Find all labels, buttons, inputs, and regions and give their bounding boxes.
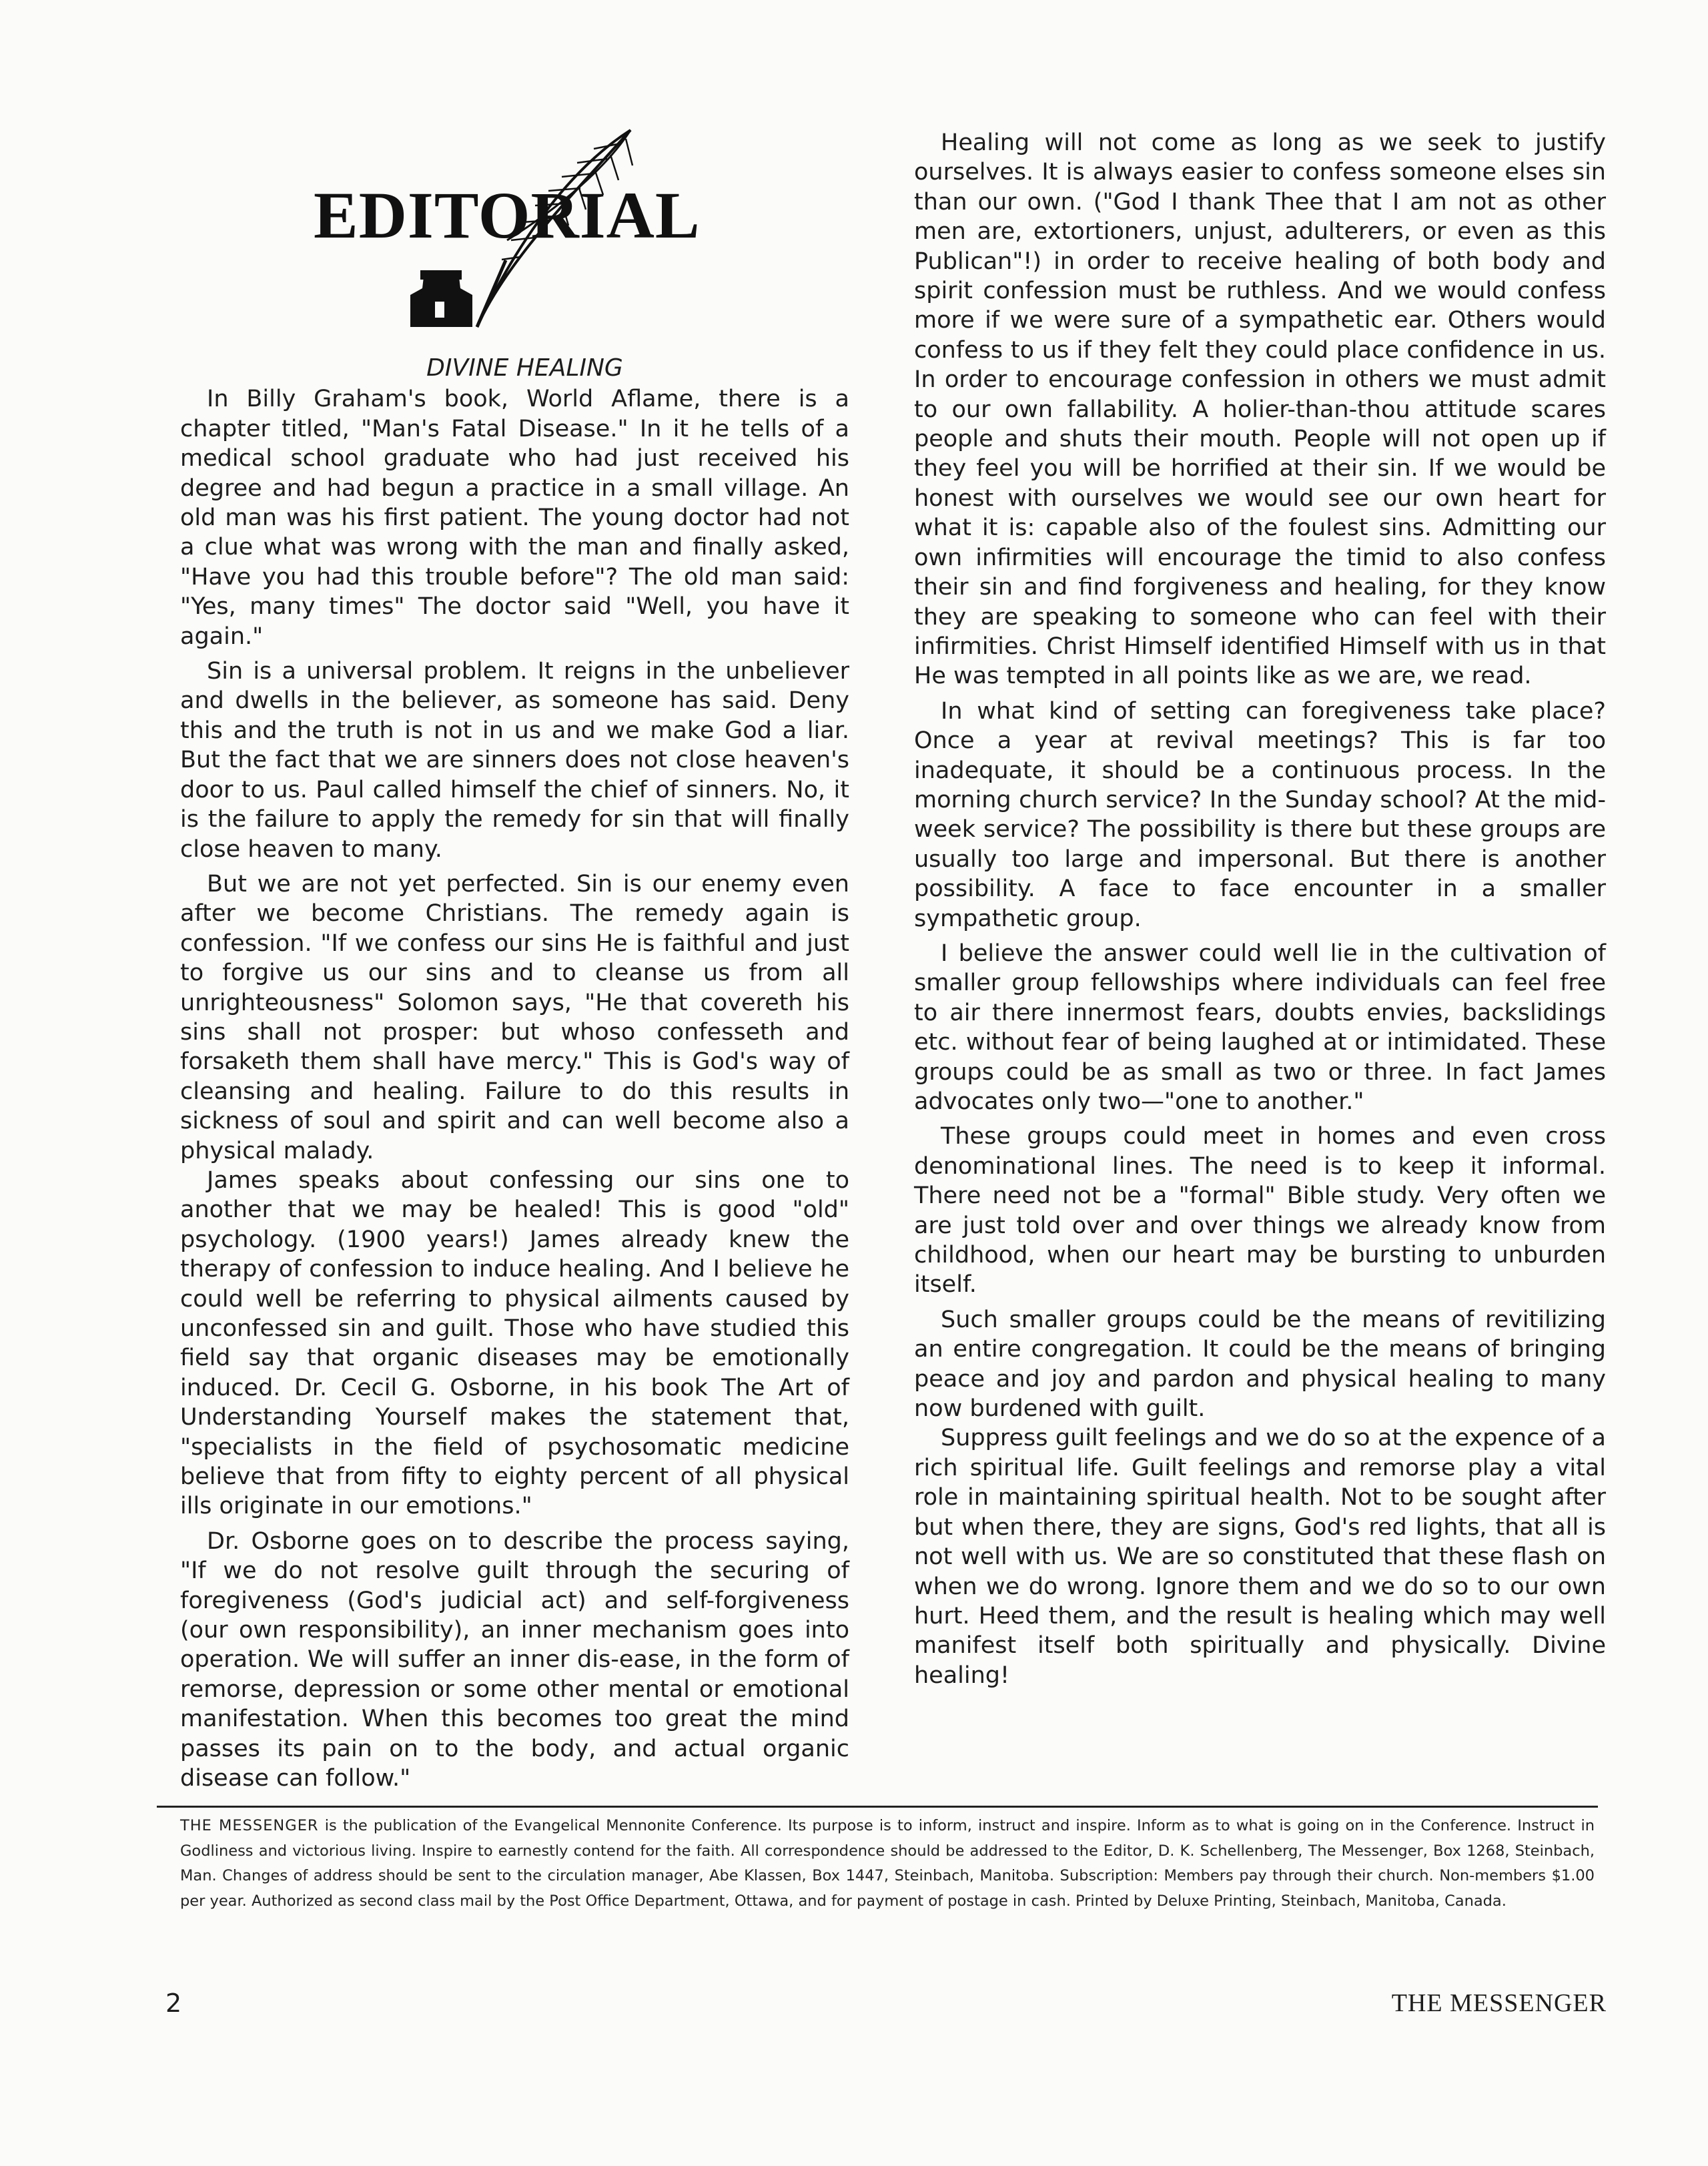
footer-divider bbox=[157, 1806, 1598, 1808]
running-footer-title: THE MESSENGER bbox=[1391, 1989, 1607, 2017]
article-paragraph: But we are not yet perfected. Sin is our enemy even after we become Christians. The remedy again is confession. "If we confess our sins He is faithful and just to forgive us our sins and to cleanse us from all unrighteousness" Solomon says, "He that covereth his sins shall not prosper: but whoso confesseth and forsaketh them shall have mercy." This is God's way of cleansing and healing. Failure to do this results in sickness of soul and spirit and can well become also a physical malady. bbox=[180, 870, 849, 1164]
article-paragraph: These groups could meet in homes and even cross denominational lines. The need is to keep it informal. There need not be a "formal" Bible study. Very often we are just told over and over things we already know from childhood, when our heart may be bursting to unburden itself. bbox=[914, 1123, 1606, 1299]
publication-notice-name: THE MESSENGER bbox=[180, 1817, 319, 1834]
article-title: DIVINE HEALING bbox=[426, 354, 623, 382]
article-paragraph: Healing will not come as long as we seek to justify ourselves. It is always easier to confess someone elses sin than our own. ("God I thank Thee that I am not as other men are, extortioners, unjust, adulterers, or even as this Publican"!) in order to receive healing of both body and spirit confession must be ruthless. And we would confess more if we were sure of a sympathetic ear. Others would confess to us if they felt they could place confidence in us. In order to encourage confession in others we must admit to our own fallability. A holier-than-thou attitude scares people and shuts their mouth. People will not open up if they feel you will be horrified at their sin. If we would be honest with ourselves we would see our own heart for what it is: capable also of the foulest sins. Admitting our own infirmities will encourage the timid to also confess their sin and find forgiveness and healing, for they know they are speaking to someone who can feel with their infirmities. Christ Himself identified Himself with us in that He was tempted in all points like as we are, we read. bbox=[914, 129, 1606, 690]
editorial-title: EDITORIAL bbox=[314, 178, 701, 252]
article-paragraph: Sin is a universal problem. It reigns in the unbeliever and dwells in the believer, as someone has said. Deny this and the truth is not in us and we make God a liar. But the fact that we are sinners does not close heaven's door to us. Paul called himself the chief of sinners. No, it is the failure to apply the remedy for sin that will finally close heaven to many. bbox=[180, 658, 849, 863]
article-paragraph: In what kind of setting can foregiveness take place? Once a year at revival meetings? This is far too inadequate, it should be a continuous process. In the morning church service? In the Sunday school? At the mid-week service? The possibility is there but these groups are usually too large and impersonal. But there is another possibility. A face to face encounter in a smaller sympathetic group. bbox=[914, 697, 1606, 932]
publication-notice bbox=[180, 1814, 1595, 1914]
publication-notice-text: is the publication of the Evangelical Mennonite Conference. Its purpose is to inform, instruct and inspire. Inform as to what is going on in the Conference. Instruct in Godliness and victorious living. Inspire to earnestly contend for the faith. All correspondence should be addressed to the Editor, D. K. Schellenberg, The Messenger, Box 1268, Steinbach, Man. Changes of address should be sent to the circulation manager, Abe Klassen, Box 1447, Steinbach, Manitoba. Subscription: Members pay through their church. Non-members $1.00 per year. Authorized as second class mail by the Post Office Department, Ottawa, and for payment of postage in cash. Printed by Deluxe Printing, Steinbach, Manitoba, Canada. bbox=[180, 1817, 1595, 1910]
page-number: 2 bbox=[165, 1989, 182, 2018]
article-paragraph: Dr. Osborne goes on to describe the process saying, "If we do not resolve guilt through the securing of foregiveness (God's judicial act) and self-forgiveness (our own responsibility), an inner mechanism goes into operation. We will suffer an inner dis-ease, in the form of remorse, depression or some other mental or emotional manifestation. When this becomes too great the mind passes its pain on to the body, and actual organic disease can follow." bbox=[180, 1527, 849, 1792]
article-right-column bbox=[914, 128, 1606, 1690]
editorial-masthead bbox=[307, 127, 721, 340]
article-paragraph: I believe the answer could well lie in the cultivation of smaller group fellowships where individuals can feel free to air there innermost fears, doubts envies, backslidings etc. without fear of being laughed at or intimidated. These groups could be as small as two or three. In fact James advocates only two—"one to another." bbox=[914, 940, 1606, 1115]
article-paragraph: In Billy Graham's book, World Aflame, there is a chapter titled, "Man's Fatal Disease." In it he tells of a medical school graduate who had just received his degree and had begun a practice in a small village. An old man was his first patient. The young doctor had not a clue what was wrong with the man and finally asked, "Have you had this trouble before"? The old man said: "Yes, many times" The doctor said "Well, you have it again." bbox=[180, 386, 849, 650]
article-paragraph: James speaks about confessing our sins one to another that we may be healed! This is good "old" psychology. (1900 years!) James already knew the therapy of confession to induce healing. And I believe he could well be referring to physical ailments caused by unconfessed sin and guilt. Those who have studied this field say that organic diseases may be emotionally induced. Dr. Cecil G. Osborne, in his book The Art of Understanding Yourself makes the statement that, "specialists in the field of psychosomatic medicine believe that from fifty to eighty percent of all physical ills originate in our emotions." bbox=[180, 1166, 849, 1520]
article-paragraph: Such smaller groups could be the means of revitilizing an entire congregation. It could be the means of bringing peace and joy and pardon and physical healing to many now burdened with guilt. bbox=[914, 1306, 1606, 1423]
article-left-column bbox=[180, 354, 849, 1794]
article-paragraph: Suppress guilt feelings and we do so at the expence of a rich spiritual life. Guilt feelings and remorse play a vital role in maintaining spiritual health. Not to be sought after but when there, they are signs, God's red lights, that all is not well with us. We are so constituted that these flash on when we do wrong. Ignore them and we do so to our own hurt. Heed them, and the result is healing which may well manifest itself both spiritually and physically. Divine healing! bbox=[914, 1425, 1606, 1689]
